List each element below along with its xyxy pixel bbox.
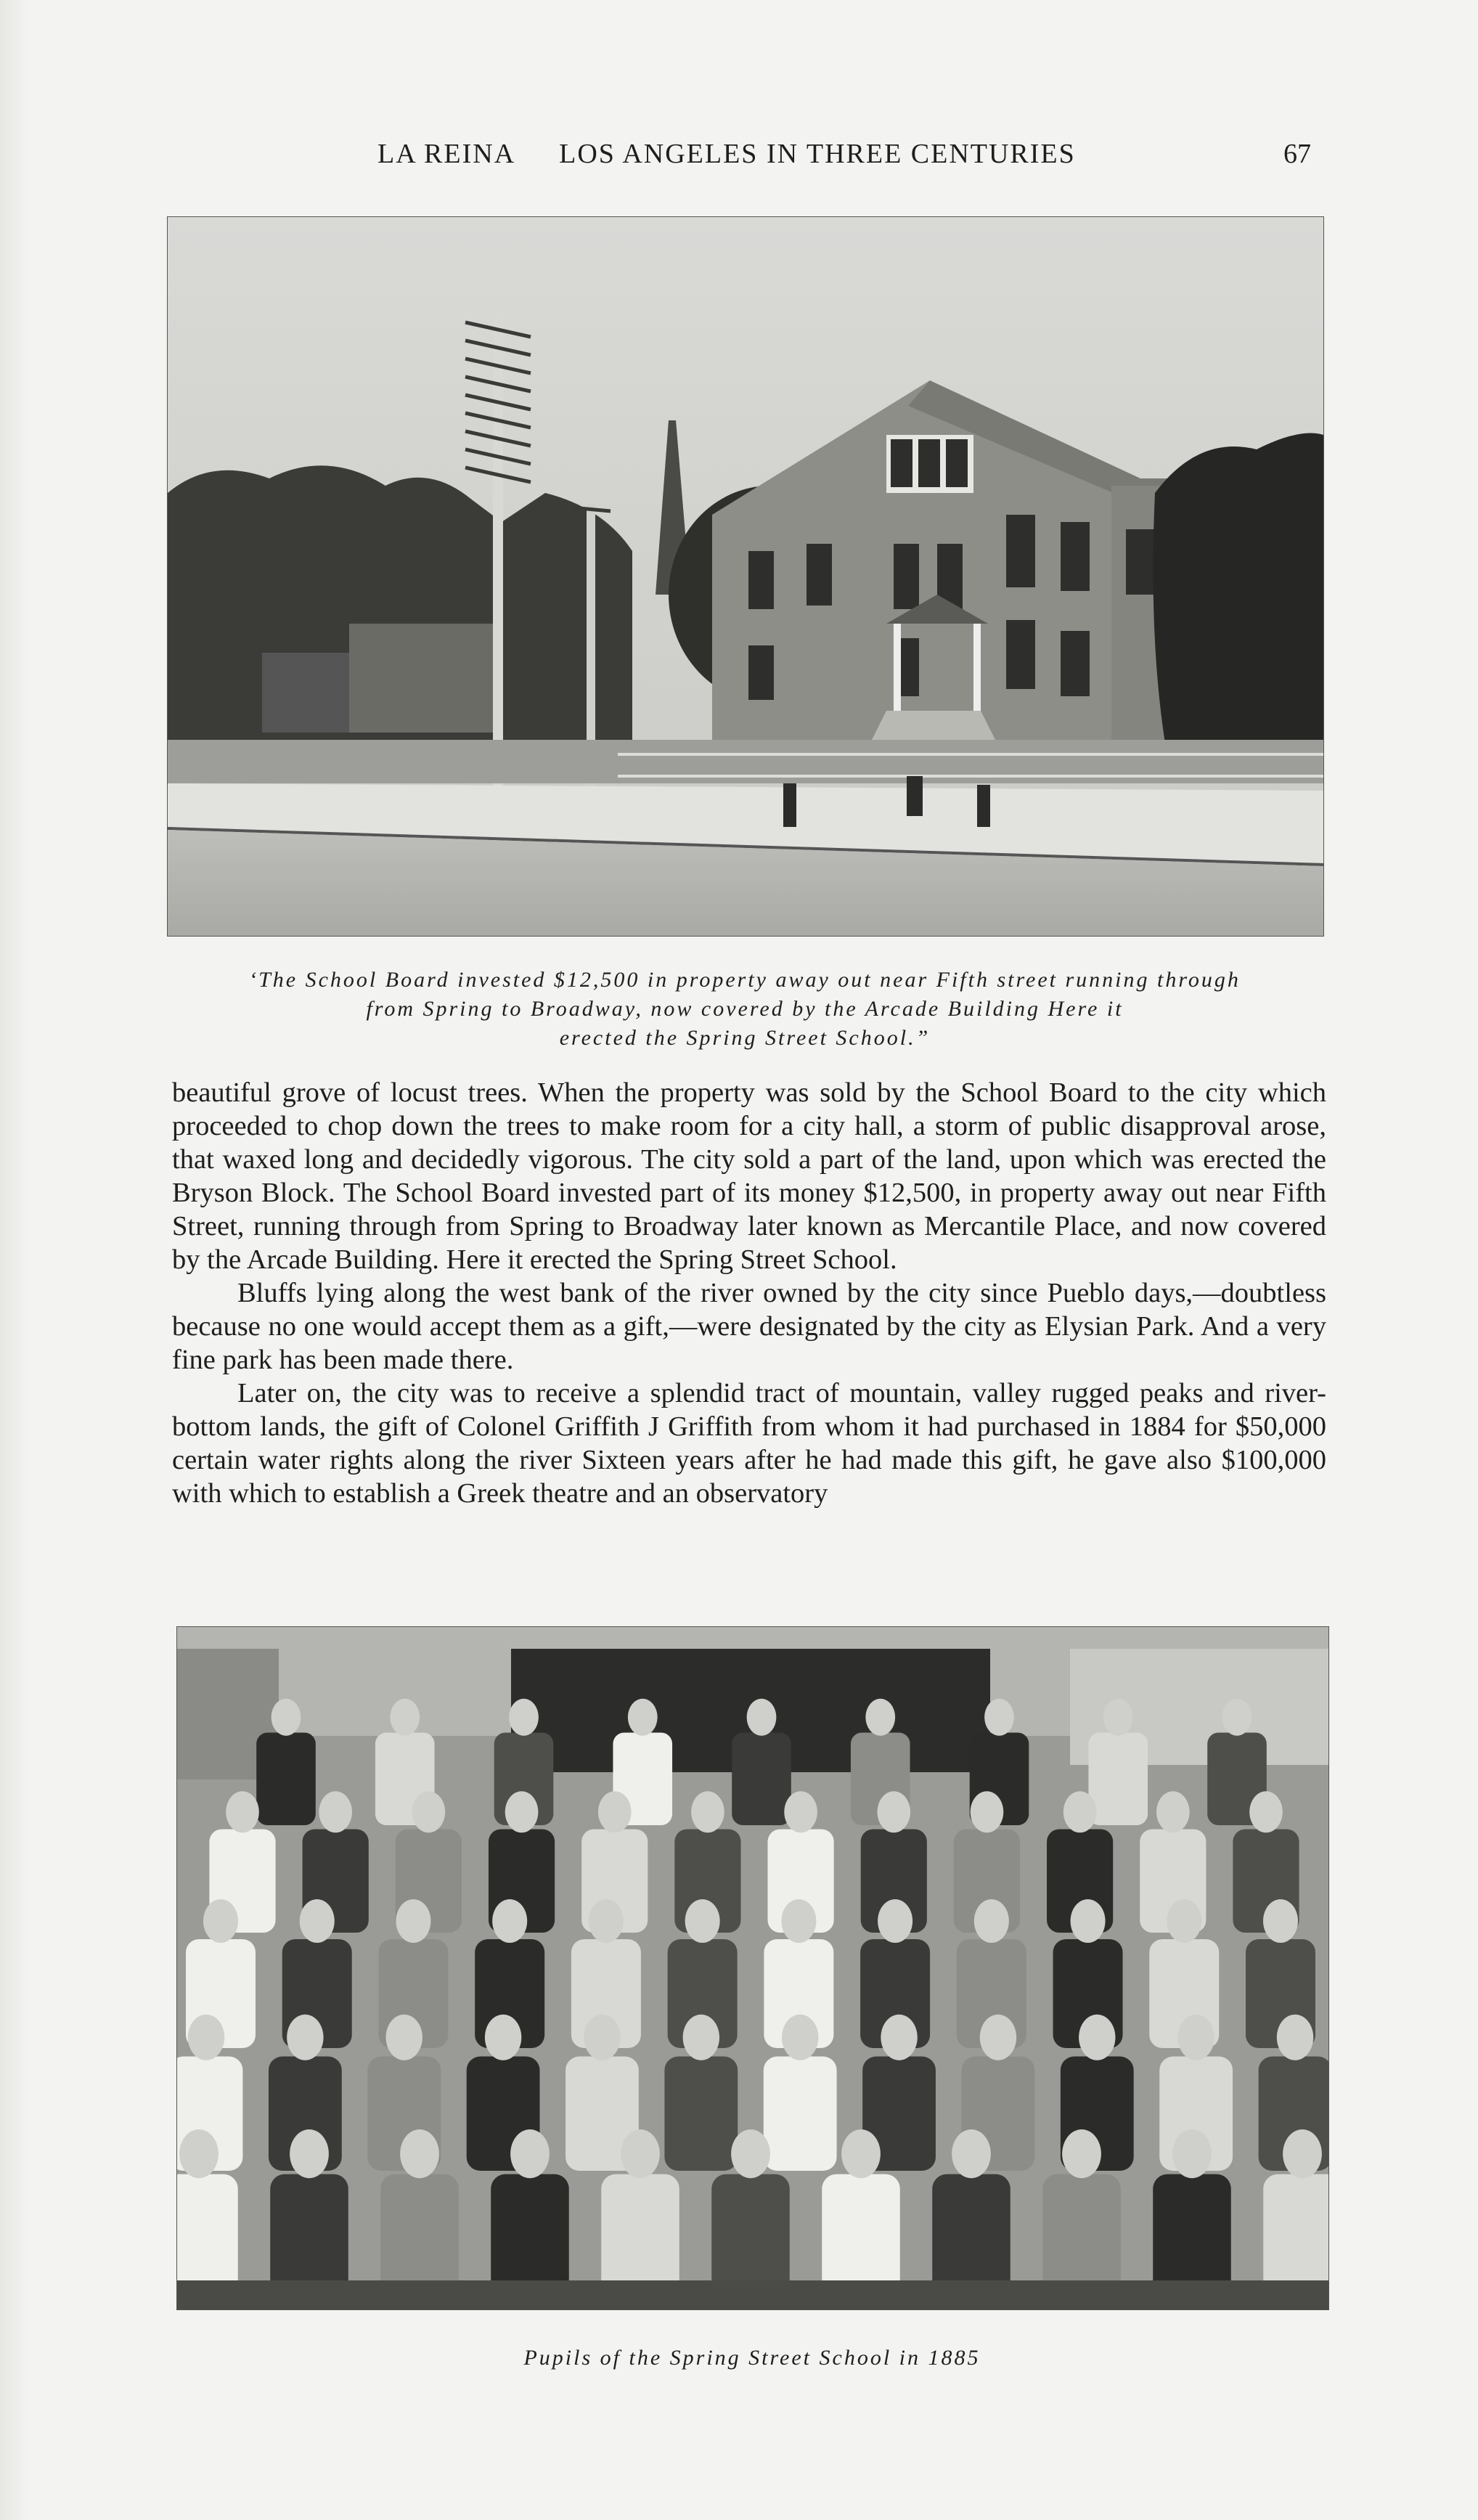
pupil-face <box>400 2129 439 2178</box>
pupil-face <box>492 1899 527 1943</box>
pupil-face <box>621 2129 660 2178</box>
pupil-figure <box>601 2174 679 2296</box>
pupil-figure <box>711 2174 790 2296</box>
pupil-face <box>1222 1699 1252 1736</box>
body-text <box>172 1076 1326 1510</box>
caption-line-1: ‘The School Board invested $12,500 in property away out near Fifth street running through <box>249 968 1241 992</box>
book-title: LOS ANGELES IN THREE CENTURIES <box>559 139 1076 169</box>
pupils-photo <box>176 1626 1329 2310</box>
pupil-face <box>287 2015 323 2060</box>
pupil-face <box>841 2129 881 2178</box>
pupil-figure <box>664 2057 738 2172</box>
pupil-face <box>203 1899 238 1943</box>
pupil-face <box>685 1899 720 1943</box>
pupil-figure <box>256 1733 316 1826</box>
pupil-face <box>1167 1899 1201 1943</box>
pupil-face <box>747 1699 777 1736</box>
pupil-face <box>1177 2015 1214 2060</box>
pupil-face <box>319 1791 352 1832</box>
paragraph-1: beautiful grove of locust trees. When the property was sold by the School Board to the city which proceeded to chop down the trees to make room for a city hall, a storm of public disapproval arose, that waxed long and decidedly vigorous. The city sold a part of the land, upon which was erected the Bryson Block. The School Board invested part of its money $12,500, in property away out near Fifth Street, running through from Spring to Broadway later known as Mercantile Place, and now covered by the Arcade Building. Here it erected the Spring Street School. <box>172 1077 1326 1275</box>
pupil-face <box>1156 1791 1190 1832</box>
pupil-face <box>179 2129 219 2178</box>
pupil-figure <box>1153 2174 1231 2296</box>
pupil-face <box>1283 2129 1322 2178</box>
pupil-face <box>509 1699 539 1736</box>
pupil-face <box>396 1899 430 1943</box>
pupil-face <box>226 1791 259 1832</box>
pupil-face <box>1063 1791 1097 1832</box>
pupil-face <box>971 1791 1004 1832</box>
pupil-figure <box>822 2174 900 2296</box>
pupil-figure <box>764 2057 837 2172</box>
pupil-face <box>1071 1899 1106 1943</box>
pupil-face <box>1103 1699 1133 1736</box>
page-number: 67 <box>1283 139 1311 169</box>
pupil-face <box>505 1791 539 1832</box>
caption-line-2: from Spring to Broadway, now covered by the Arcade Building Here it <box>366 997 1124 1021</box>
paragraph-3: Later on, the city was to receive a splendid tract of mountain, valley rugged peaks and river-bottom lands, the gift of Colonel Griffith J Griffith from whom it had purchased in 1884 for $50,000 certain water rights along the river Sixteen years after he had made this gift, he gave also $100,000 with which to establish a Greek theatre and an observatory <box>172 1378 1326 1509</box>
pupil-face <box>485 2015 521 2060</box>
pupil-figure <box>177 2174 238 2296</box>
school-building-illustration <box>168 217 1323 936</box>
pupil-figure <box>1088 1733 1148 1826</box>
pupil-face <box>589 1899 624 1943</box>
pupil-face <box>412 1791 446 1832</box>
caption-line-3: erected the Spring Street School.” <box>559 1026 931 1050</box>
pupil-face <box>271 1699 301 1736</box>
pupil-face <box>598 1791 632 1832</box>
pupil-figure <box>270 2174 348 2296</box>
pupil-face <box>1249 1791 1283 1832</box>
pupil-figure <box>491 2174 569 2296</box>
pupil-face <box>984 1699 1014 1736</box>
pupil-face <box>1263 1899 1298 1943</box>
pupil-face <box>877 1791 910 1832</box>
school-building-caption <box>167 966 1323 1053</box>
pupil-face <box>980 2015 1016 2060</box>
pupil-face <box>300 1899 335 1943</box>
pupil-figure <box>932 2174 1010 2296</box>
pupil-face <box>781 1899 816 1943</box>
pupil-face <box>952 2129 991 2178</box>
page-edge <box>0 0 29 2520</box>
running-head <box>377 138 1103 170</box>
pupil-face <box>974 1899 1009 1943</box>
pupil-figure <box>1042 2174 1121 2296</box>
pupil-face <box>1277 2015 1313 2060</box>
book-short-title: LA REINA <box>377 139 516 169</box>
pupil-face <box>865 1699 895 1736</box>
pupil-face <box>510 2129 550 2178</box>
pupil-face <box>1172 2129 1212 2178</box>
pupil-face <box>1062 2129 1101 2178</box>
pupil-face <box>784 1791 817 1832</box>
pupil-face <box>390 1699 420 1736</box>
pupil-face <box>1079 2015 1115 2060</box>
pupils-caption: Pupils of the Spring Street School in 1885 <box>523 2346 981 2370</box>
pupil-face <box>584 2015 620 2060</box>
paragraph-2: Bluffs lying along the west bank of the river owned by the city since Pueblo days,—doubtless because no one would accept them as a gift,—were designated by the city as Elysian Park. And a very fine park has been made there. <box>172 1278 1326 1375</box>
pupil-face <box>290 2129 329 2178</box>
pupil-figure <box>732 1733 791 1826</box>
pupil-figure <box>1263 2174 1328 2296</box>
pupil-face <box>782 2015 818 2060</box>
pupil-face <box>731 2129 770 2178</box>
pupil-face <box>878 1899 912 1943</box>
pupil-face <box>188 2015 224 2060</box>
pupil-face <box>881 2015 917 2060</box>
pupil-face <box>691 1791 724 1832</box>
pupil-face <box>386 2015 422 2060</box>
school-building-photo <box>167 216 1324 937</box>
pupil-face <box>683 2015 719 2060</box>
pupil-face <box>628 1699 658 1736</box>
pupils-illustration <box>177 1627 1328 2309</box>
pupil-figure <box>380 2174 459 2296</box>
